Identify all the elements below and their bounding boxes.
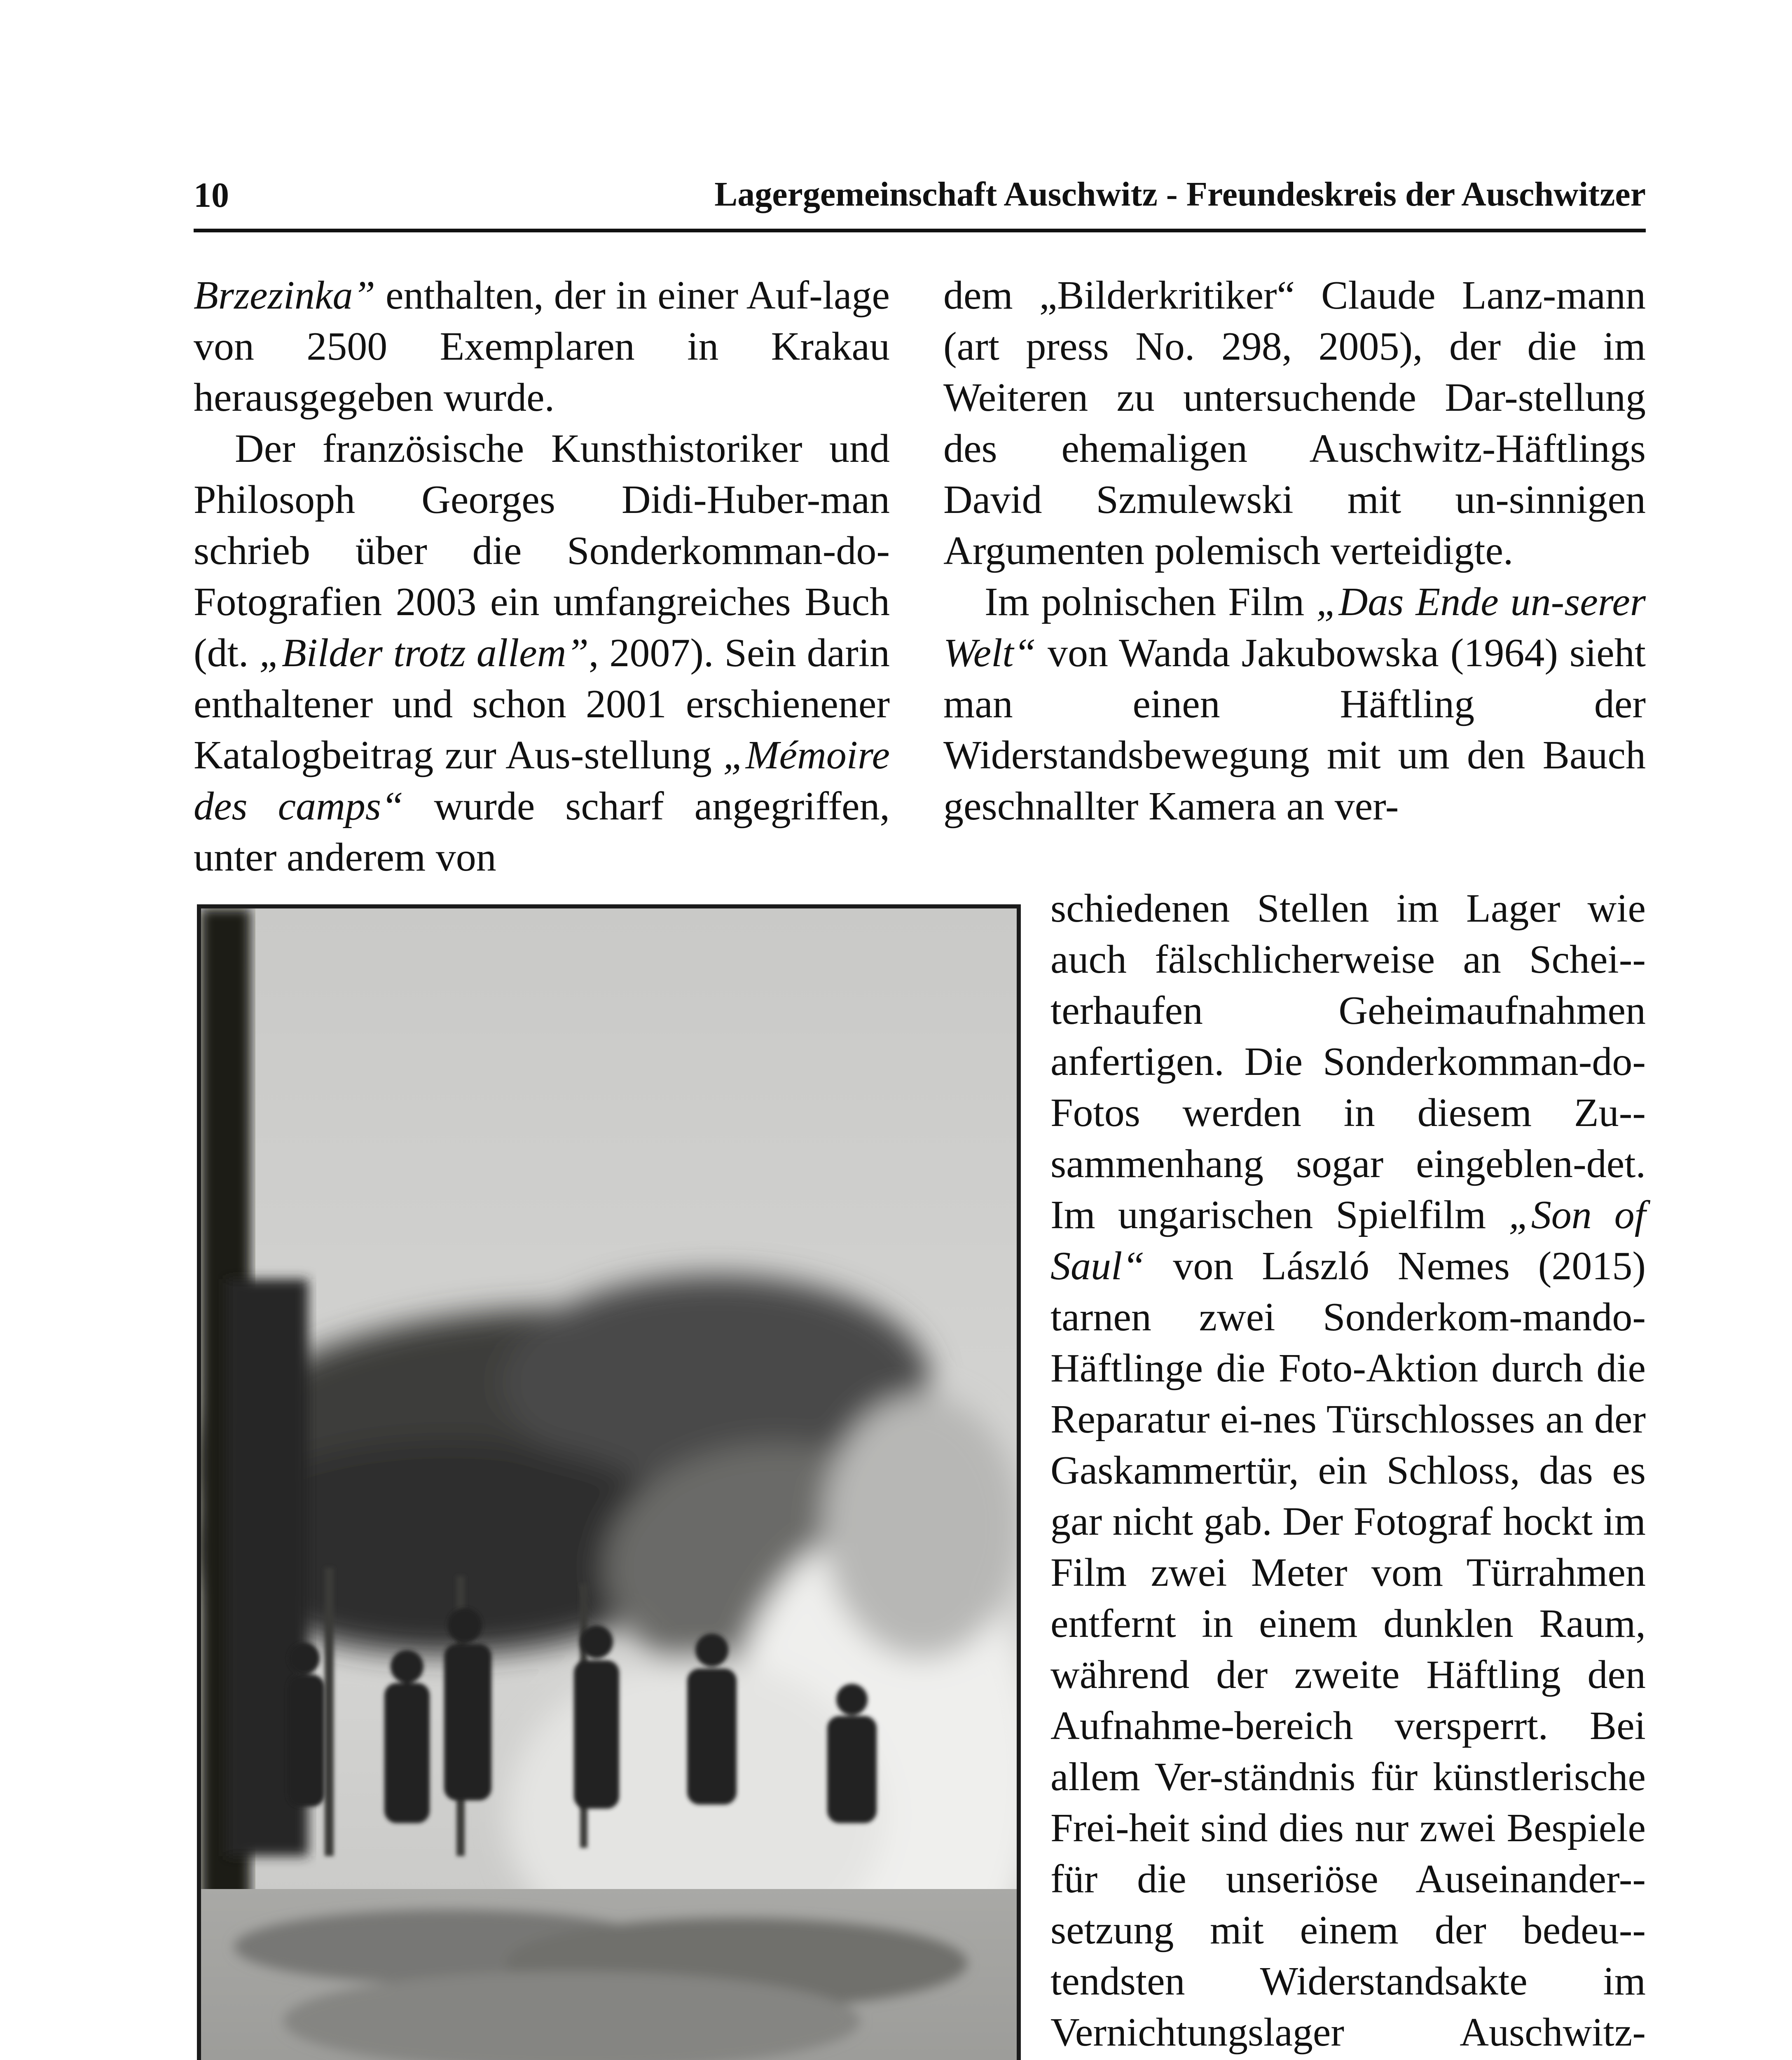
body-text: wurde scharf angegriffen, unter anderem von xyxy=(194,784,890,880)
body-text: enthalten, der in einer Auf-lage von 2500 Exemplaren in Krakau herausgegeben wurde. xyxy=(194,273,890,420)
paragraph-left-2 xyxy=(194,423,890,883)
paragraph-left-1 xyxy=(194,270,890,423)
page-number: 10 xyxy=(194,175,229,215)
paragraph-right-2 xyxy=(943,576,1646,832)
italic-text: „Bilder trotz allem” xyxy=(259,631,589,675)
body-text: , 2007). Sein darin enthaltener und schon 2001 erschienener Katalogbeitrag zur Aus-stellung xyxy=(194,631,890,777)
photo-illustration xyxy=(201,908,1017,2060)
body-text: Im polnischen Film xyxy=(985,580,1317,624)
header-rule xyxy=(194,229,1646,232)
italic-text: „Son of Saul“ xyxy=(1050,1193,1646,1288)
italic-text: „Mémoire des camps“ xyxy=(194,733,890,829)
right-column-top xyxy=(943,270,1646,832)
italic-text: Brzezinka” xyxy=(194,273,375,318)
running-title: Lagergemeinschaft Auschwitz - Freundeskreis der Auschwitzer xyxy=(714,175,1646,213)
right-column-wrapped xyxy=(1050,883,1646,2060)
paragraph-right-2-continued xyxy=(1050,883,1646,2060)
body-text: Der französische Kunsthistoriker und Philosoph Georges Didi-Huber-man schrieb über die Sonderkomman-do-Fotografien 2003 ein umfangreiches Buch (dt. xyxy=(194,426,890,675)
paragraph-right-1 xyxy=(943,270,1646,576)
body-text: schiedenen Stellen im Lager wie auch fälschlicherweise an Schei-terhaufen Geheimaufnahmen anfertigen. Die Sonderkomman-do-Fotos werden in diesem Zu-sammenhang sogar eingeblen-det. Im ungarischen Spielfilm xyxy=(1050,886,1646,1237)
body-text: dem „Bilderkritiker“ Claude Lanz-mann (art press No. 298, 2005), der die im Weiteren zu untersuchende Dar-stellung des ehemaligen Auschwitz-Häftlings David Szmulewski mit un-sinnigen Argumenten polemisch verteidigte. xyxy=(943,273,1646,573)
left-column xyxy=(194,270,890,883)
body-text: von Wanda Jakubowska (1964) sieht man einen Häftling der Widerstandsbewegung mit um den Bauch geschnallter Kamera an ver- xyxy=(943,631,1646,829)
italic-text: „Das Ende un-serer Welt“ xyxy=(943,580,1646,675)
postcard-photo xyxy=(197,904,1021,2060)
body-text: von László Nemes (2015) tarnen zwei Sonderkom-mando-Häftlinge die Foto-Aktion durch die Reparatur ei-nes Türschlosses an der Gaskammertür, ein Schloss, das es gar nicht gab. Der Fotograf hockt im Film zwei Meter vom Türrahmen entfernt in einem dunklen Raum, während der zweite Häftling den Aufnahme-bereich versperrt. Bei allem Ver-ständnis für künstlerische Frei-heit sind dies nur zwei Bespiele für die unseriöse Auseinander-setzung mit einem der bedeu-tendsten Widerstandsakte im Vernichtungslager Auschwitz- xyxy=(1050,1244,1646,2055)
